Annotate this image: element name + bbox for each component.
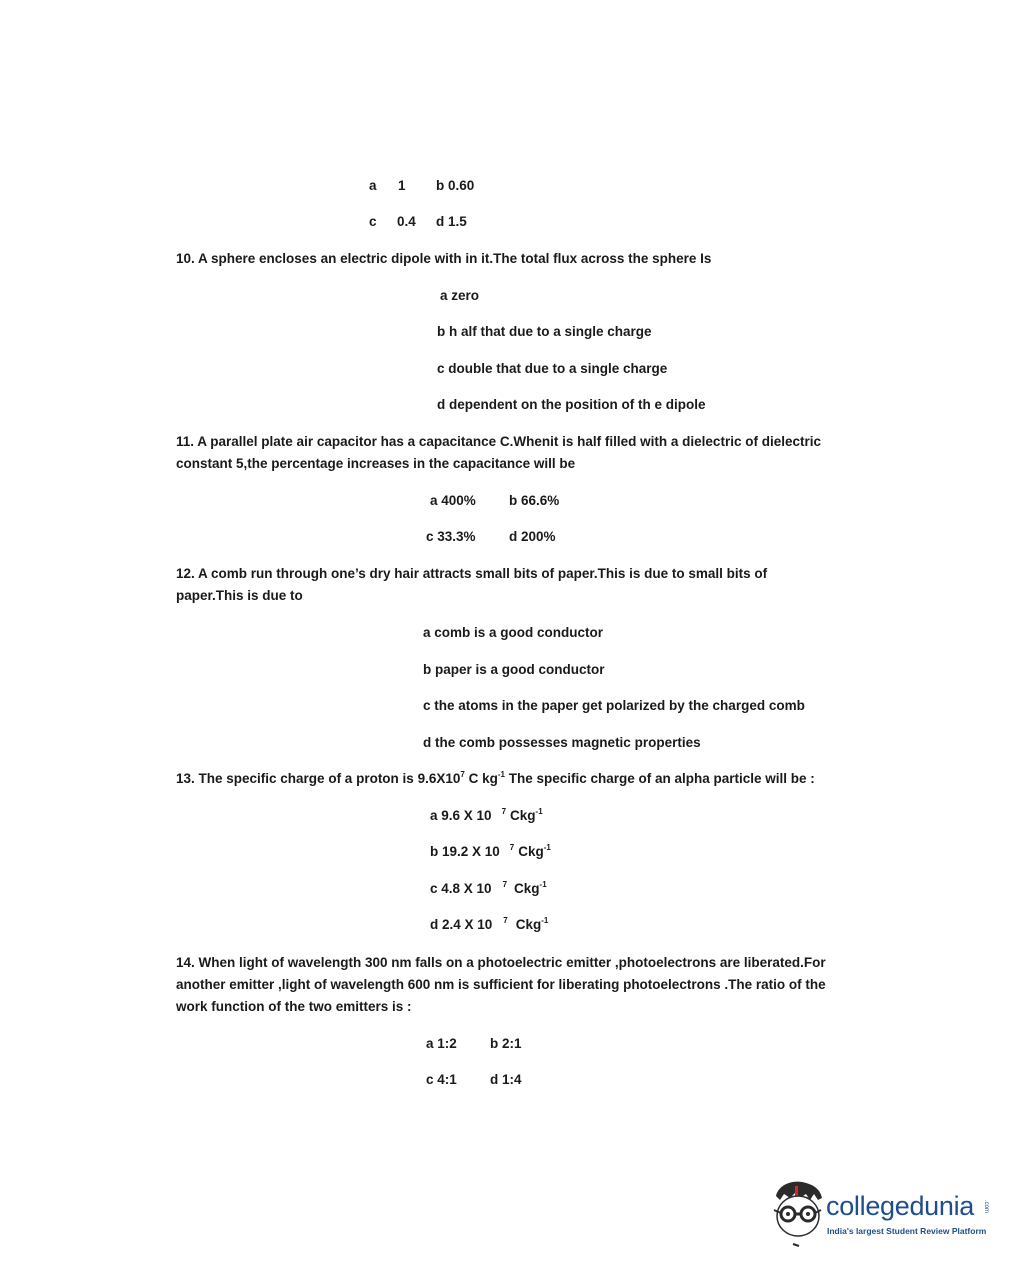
logo-wordmark: collegedunia (826, 1191, 975, 1221)
q9-option-c-letter: c (369, 214, 377, 229)
q13-option-c-power: 7 (502, 879, 508, 889)
q10-option-a: a zero (440, 288, 480, 303)
q12-option-a: a comb is a good conductor (423, 625, 604, 640)
q13-text-mid: C kg (464, 771, 498, 786)
q13-text (176, 770, 815, 788)
logo-tagline: India's largest Student Review Platform (827, 1226, 987, 1236)
q14-text: 14. When light of wavelength 300 nm falls on a photoelectric emitter ,photoelectrons are liberated.For another emitter ,light of wavelength 600 nm is sufficient for liberating photoelectrons .The ratio of the work function of the two emitters is : (176, 955, 826, 1014)
q14-option-c: c 4:1 (426, 1072, 457, 1087)
q11-option-a: a 400% (430, 493, 476, 508)
q13-option-b (430, 843, 551, 861)
q13-text-pre: 13. The specific charge of a proton is 9.6X10 (176, 771, 461, 786)
q9-option-b: b 0.60 (436, 178, 475, 193)
q11-text: 11. A parallel plate air capacitor has a capacitance C.Whenit is half filled with a dielectric of dielectric constant 5,the percentage increases in the capacitance will be (176, 434, 821, 471)
q12-option-d: d the comb possesses magnetic properties (423, 735, 701, 750)
q10-option-c: c double that due to a single charge (437, 361, 668, 376)
q13-option-c (430, 880, 547, 898)
q13-option-d-unit-power: -1 (541, 915, 549, 925)
q13-option-b-unit-power: -1 (543, 842, 551, 852)
q13-exp2: -1 (497, 769, 505, 779)
q13-option-c-value: c 4.8 X 10 (430, 881, 492, 896)
q13-option-a (430, 807, 543, 825)
q9-option-d: d 1.5 (436, 214, 467, 229)
logo-suffix: .com (983, 1200, 989, 1214)
q13-option-d-unit: Ckg (515, 917, 542, 932)
q13-option-a-value: a 9.6 X 10 (430, 808, 492, 823)
q13-exp1: 7 (460, 769, 465, 779)
q13-option-b-value: b 19.2 X 10 (430, 844, 500, 859)
q9-option-a-letter: a (369, 178, 377, 193)
q13-option-a-unit: Ckg (510, 808, 536, 823)
q13-option-c-unit-power: -1 (539, 879, 547, 889)
q11-option-c: c 33.3% (426, 529, 476, 544)
q13-option-c-unit: Ckg (514, 881, 540, 896)
q10-text: 10. A sphere encloses an electric dipole with in it.The total flux across the sphere Is (176, 251, 712, 266)
q9-option-c-text: 0.4 (397, 214, 416, 229)
q9-option-a-text: 1 (398, 178, 406, 193)
q12-option-c: c the atoms in the paper get polarized by the charged comb (423, 698, 805, 713)
q13-option-d-value: d 2.4 X 10 (430, 917, 493, 932)
q13-option-a-unit-power: -1 (535, 806, 543, 816)
q10-option-d: d dependent on the position of th e dipole (437, 397, 706, 412)
q14-option-d: d 1:4 (490, 1072, 522, 1087)
q11-option-b: b 66.6% (509, 493, 560, 508)
q12-text: 12. A comb run through one’s dry hair attracts small bits of paper.This is due to small bits of paper.This is due to (176, 566, 768, 603)
q13-option-b-power: 7 (509, 842, 515, 852)
q11-option-d: d 200% (509, 529, 556, 544)
q13-text-post: The specific charge of an alpha particle will be : (504, 771, 815, 786)
q14-option-b: b 2:1 (490, 1036, 522, 1051)
q12-option-b: b paper is a good conductor (423, 662, 605, 677)
q13-option-d-power: 7 (503, 915, 508, 925)
q13-option-d (430, 916, 548, 934)
q13-option-b-unit: Ckg (518, 844, 544, 859)
q13-option-a-power: 7 (501, 806, 507, 816)
q14-option-a: a 1:2 (426, 1036, 457, 1051)
q10-option-b: b h alf that due to a single charge (437, 324, 652, 339)
